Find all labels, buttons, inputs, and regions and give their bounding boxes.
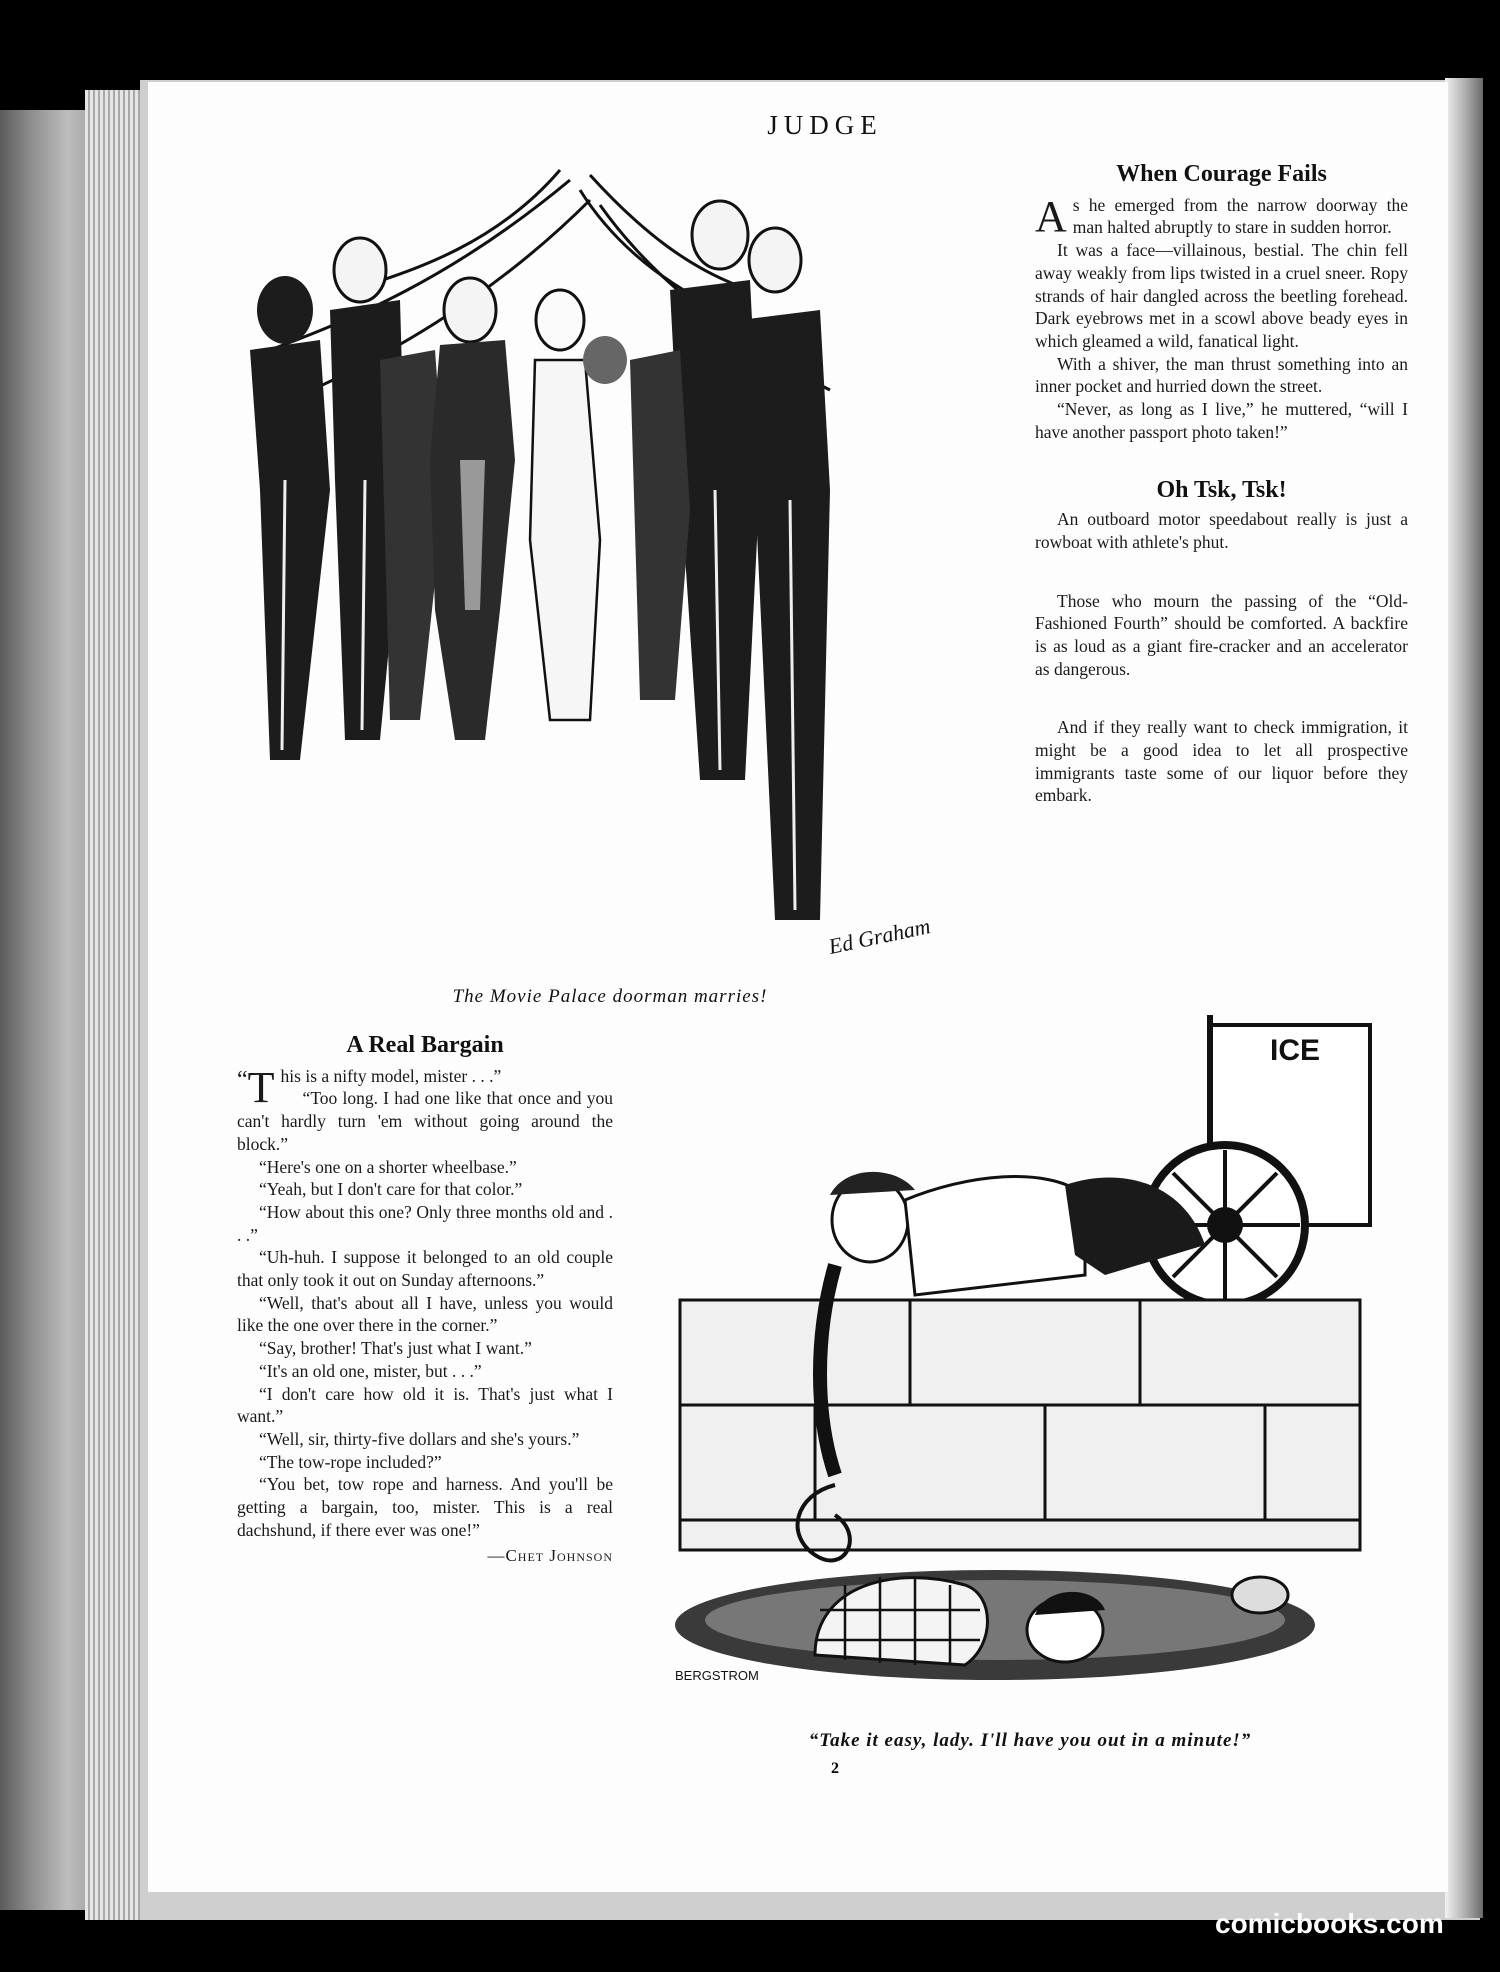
site-watermark: comicbooks.com	[1215, 1908, 1444, 1939]
byline: —Chet Johnson	[487, 1546, 613, 1566]
paragraph: “Well, sir, thirty-five dollars and she's yours.”	[259, 1428, 580, 1449]
cartoon2-signature: BERGSTROM	[675, 1668, 759, 1683]
dropcap: A	[1035, 191, 1067, 241]
article-title: A Real Bargain	[346, 1032, 504, 1058]
truck-sign: ICE	[1270, 1034, 1321, 1067]
cartoon-wedding-illustration	[230, 160, 990, 990]
paragraph: And if they really want to check immigration, it might be a good idea to let all prospective immigrants taste some of our liquor before they embark.	[1035, 717, 1408, 806]
paragraph: Those who mourn the passing of the “Old-Fashioned Fourth” should be comforted. A backfire is as loud as a giant fire-cracker and an accelerator as dangerous.	[1035, 590, 1408, 679]
article-a-real-bargain	[237, 1034, 613, 1568]
article-when-courage-fails	[1035, 163, 1408, 807]
open-quote: “	[237, 1066, 248, 1093]
paragraph: With a shiver, the man thrust something into an inner pocket and hurried down the street.	[1035, 353, 1408, 397]
paragraph: “How about this one? Only three months old and . . .”	[237, 1201, 613, 1245]
paragraph: “Too long. I had one like that once and you can't hardly turn 'em without going around the block.”	[237, 1088, 613, 1154]
paragraph: “Here's one on a shorter wheelbase.”	[259, 1156, 517, 1177]
paragraph: “The tow-rope included?”	[259, 1451, 442, 1472]
cartoon1-caption: The Movie Palace doorman marries!	[452, 986, 768, 1007]
paragraph: “Well, that's about all I have, unless you would like the one over there in the corner.”	[237, 1292, 613, 1336]
page-number: 2	[831, 1760, 839, 1777]
paragraph: s he emerged from the narrow doorway the man halted abruptly to stare in sudden horror.	[1072, 194, 1408, 238]
paragraph: “You bet, tow rope and harness. And you'll be getting a bargain, too, mister. This is a real dachshund, if there ever was one!”	[237, 1474, 613, 1540]
paragraph: “Uh-huh. I suppose it belonged to an old couple that only took it out on Sunday afternoons.”	[237, 1247, 613, 1291]
article-title: Oh Tsk, Tsk!	[1156, 477, 1287, 504]
paragraph: “Yeah, but I don't care for that color.”	[259, 1179, 523, 1200]
magazine-header: JUDGE	[767, 110, 883, 140]
dropcap: T	[247, 1062, 275, 1112]
paragraph: his is a nifty model, mister . . .”	[280, 1065, 502, 1086]
paragraph: “Never, as long as I live,” he muttered, “will I have another passport photo taken!”	[1035, 399, 1408, 442]
cartoon2-caption: “Take it easy, lady. I'll have you out in a minute!”	[808, 1730, 1252, 1751]
paragraph: “It's an old one, mister, but . . .”	[259, 1360, 482, 1381]
paragraph: “I don't care how old it is. That's just what I want.”	[237, 1383, 613, 1427]
cartoon1-signature: Ed Graham	[826, 913, 933, 960]
paragraph: It was a face—villainous, bestial. The chin fell away weakly from lips twisted in a cruel sneer. Ropy strands of hair dangled across the beetling forehead. Dark eyebrows met in a scowl above beady eyes in which gleamed a wild, fanatical light.	[1035, 240, 1408, 351]
paragraph: An outboard motor speedabout really is just a rowboat with athlete's phut.	[1035, 509, 1408, 552]
book-right-edge	[1445, 78, 1483, 1918]
article-title: When Courage Fails	[1116, 161, 1327, 187]
cartoon-ice-truck-illustration	[665, 1015, 1385, 1720]
paragraph: “Say, brother! That's just what I want.”	[259, 1338, 532, 1359]
